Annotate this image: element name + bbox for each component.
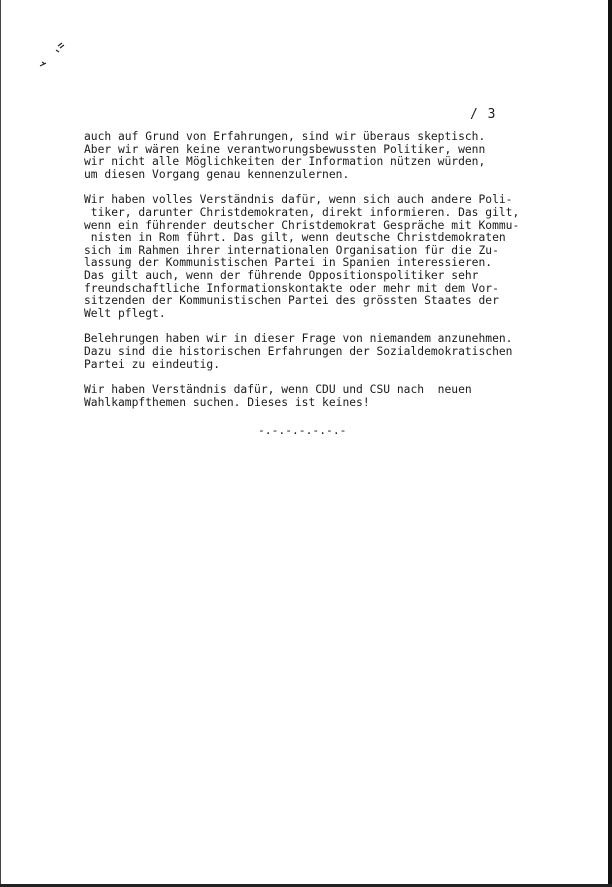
paragraph-2 — [84, 194, 554, 320]
text-line: Wir haben Verständnis dafür, wenn CDU und CSU nach neuen — [84, 383, 472, 397]
text-line: sitzenden der Kommunistischen Partei des grössten Staates der — [84, 294, 499, 308]
text-line: Belehrungen haben wir in dieser Frage von niemandem anzunehmen. — [84, 332, 513, 346]
text-line: sich im Rahmen ihrer internationalen Organisation für die Zu- — [84, 243, 499, 257]
text-line: auch auf Grund von Erfahrungen, sind wir überaus skeptisch. — [84, 130, 486, 143]
text-line: Wir haben volles Verständnis dafür, wenn sich auch andere Poli- — [84, 193, 513, 207]
end-separator: -.-.-.-.-.-.- — [258, 424, 347, 437]
scan-edge-left — [0, 0, 1, 887]
text-line: freundschaftliche Informationskontakte oder mehr mit dem Vor- — [84, 281, 499, 295]
paragraph-4 — [84, 384, 554, 409]
paragraph-1 — [84, 131, 554, 181]
scan-edge-right — [608, 0, 612, 887]
text-line: Das gilt auch, wenn der führende Oppositionspolitiker sehr — [84, 268, 479, 282]
text-line: Aber wir wären keine verantworungsbewussten Politiker, wenn — [84, 142, 486, 156]
text-line: lassung der Kommunistischen Partei in Spanien interessieren. — [84, 256, 493, 270]
text-line: nisten in Rom führt. Das gilt, wenn deutsche Christdemokraten — [84, 231, 506, 245]
text-line: wir nicht alle Möglichkeiten der Information nützen würden, — [84, 155, 486, 169]
text-line: Dazu sind die historischen Erfahrungen der Sozialdemokratischen — [84, 344, 513, 358]
text-line: um diesen Vorgang genau kennenzulernen. — [84, 167, 350, 181]
text-line: tiker, darunter Christdemokraten, direkt informieren. Das gilt, — [84, 205, 520, 219]
letter-body — [84, 131, 554, 422]
text-line: Wahlkampfthemen suchen. Dieses ist keines! — [84, 395, 370, 409]
text-line: Partei zu eindeutig. — [84, 357, 221, 371]
page-number: / 3 — [470, 107, 497, 122]
paragraph-3 — [84, 333, 554, 371]
scan-mark — [36, 40, 72, 70]
text-line: wenn ein führender deutscher Christdemokrat Gespräche mit Kommu- — [84, 218, 520, 232]
text-line: Welt pflegt. — [84, 306, 166, 320]
